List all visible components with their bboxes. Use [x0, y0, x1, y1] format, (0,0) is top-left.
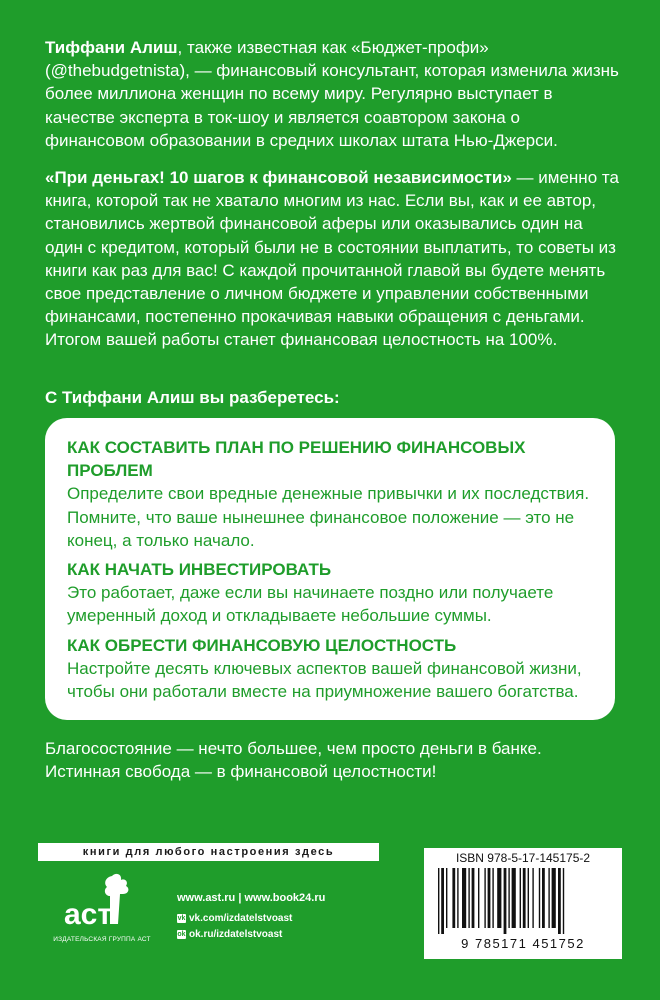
barcode-bar [508, 868, 509, 928]
barcode-bar [446, 868, 447, 928]
point-text: Определите свои вредные денежные привычки и их последствия. Помните, что ваше нынешнее финансовое положение — это не конец, а только начало. [67, 484, 590, 550]
author-bio [45, 36, 620, 152]
website-links[interactable]: www.ast.ru | www.book24.ru [177, 892, 326, 904]
point-heading: КАК СОСТАВИТЬ ПЛАН ПО РЕШЕНИЮ ФИНАНСОВЫХ ПРОБЛЕМ [67, 438, 526, 481]
barcode-bar [484, 868, 485, 928]
barcode-bar [512, 868, 516, 928]
closing-statement: Благосостояние — нечто большее, чем просто деньги в банке. Истинная свобода — в финансовой целостности! [45, 739, 542, 782]
lead-heading: С Тиффани Алиш вы разберетесь: [45, 388, 340, 407]
ok-link[interactable] [177, 929, 282, 940]
barcode-bars [436, 868, 610, 934]
barcode-bar [441, 868, 444, 934]
barcode-bar [552, 868, 556, 928]
publisher-name: ИЗДАТЕЛЬСКАЯ ГРУППА АСТ [53, 936, 151, 943]
vk-icon: vk [177, 914, 186, 922]
barcode-bar [478, 868, 479, 928]
barcode-bar [488, 868, 491, 928]
barcode-bar [452, 868, 455, 928]
ok-link-text: ok.ru/izdatelstvoast [189, 929, 283, 940]
point-heading: КАК ОБРЕСТИ ФИНАНСОВУЮ ЦЕЛОСТНОСТЬ [67, 635, 457, 655]
isbn-label: ISBN 978-5-17-145175-2 [455, 851, 591, 865]
book-title: «При деньгах! 10 шагов к финансовой независимости» [45, 168, 512, 187]
book-description [45, 166, 620, 352]
barcode-bar [528, 868, 529, 928]
barcode-bar [504, 868, 507, 934]
barcode-bar [539, 868, 540, 928]
barcode-bar [472, 868, 475, 928]
vk-link[interactable] [177, 913, 292, 924]
barcode-bar [492, 868, 493, 928]
point-text: Это работает, даже если вы начинаете поздно или получаете умеренный доход и откладываете небольшие суммы. [67, 583, 554, 626]
slogan-banner: книги для любого настроения здесь [38, 843, 379, 861]
barcode-bar [438, 868, 439, 934]
barcode-bar [542, 868, 545, 928]
barcode-bar [468, 868, 469, 928]
point-heading: КАК НАЧАТЬ ИНВЕСТИРОВАТЬ [67, 560, 332, 580]
barcode-bar [563, 868, 564, 934]
book-description-text: — именно та книга, которой так не хватало многим из нас. Если вы, как и ее автор, становились жертвой финансовой аферы или оказывались один на один с кредитом, который были не в состоянии выплатить, то советы из книги как раз для вас! С каждой прочитанной главой вы будете менять свое представление о личном бюджете и управлении собственными финансами, постепенно прокачивая навыки обращения с деньгами. Итогом вашей работы станет финансовая целостность на 100%. [45, 168, 619, 350]
barcode [424, 848, 622, 959]
highlights-box [45, 418, 615, 720]
barcode-bar [462, 868, 466, 928]
barcode-bar [457, 868, 458, 928]
ok-icon: ok [177, 930, 186, 938]
barcode-bar [497, 868, 501, 928]
barcode-bar [558, 868, 561, 934]
ast-logo [60, 870, 140, 932]
barcode-bar [520, 868, 521, 928]
author-name: Тиффани Алиш [45, 38, 178, 57]
barcode-bar [523, 868, 526, 928]
point-text: Настройте десять ключевых аспектов вашей финансовой жизни, чтобы они работали вместе на приумножение вашего богатства. [67, 658, 582, 702]
ast-logo-text: аст [64, 898, 113, 931]
barcode-number: 9 785171 451752 [461, 936, 585, 951]
barcode-bar [532, 868, 533, 928]
barcode-bar [548, 868, 549, 928]
vk-link-text: vk.com/izdatelstvoast [189, 913, 293, 924]
author-bio-text: , также известная как «Бюджет-профи» (@thebudgetnista), — финансовый консультант, которая изменила жизнь более миллиона женщин по всему миру. Регулярно выступает в качестве эксперта в ток-шоу и является соавтором закона о финансовом образовании в средних школах штата Нью-Джерси. [45, 38, 619, 150]
